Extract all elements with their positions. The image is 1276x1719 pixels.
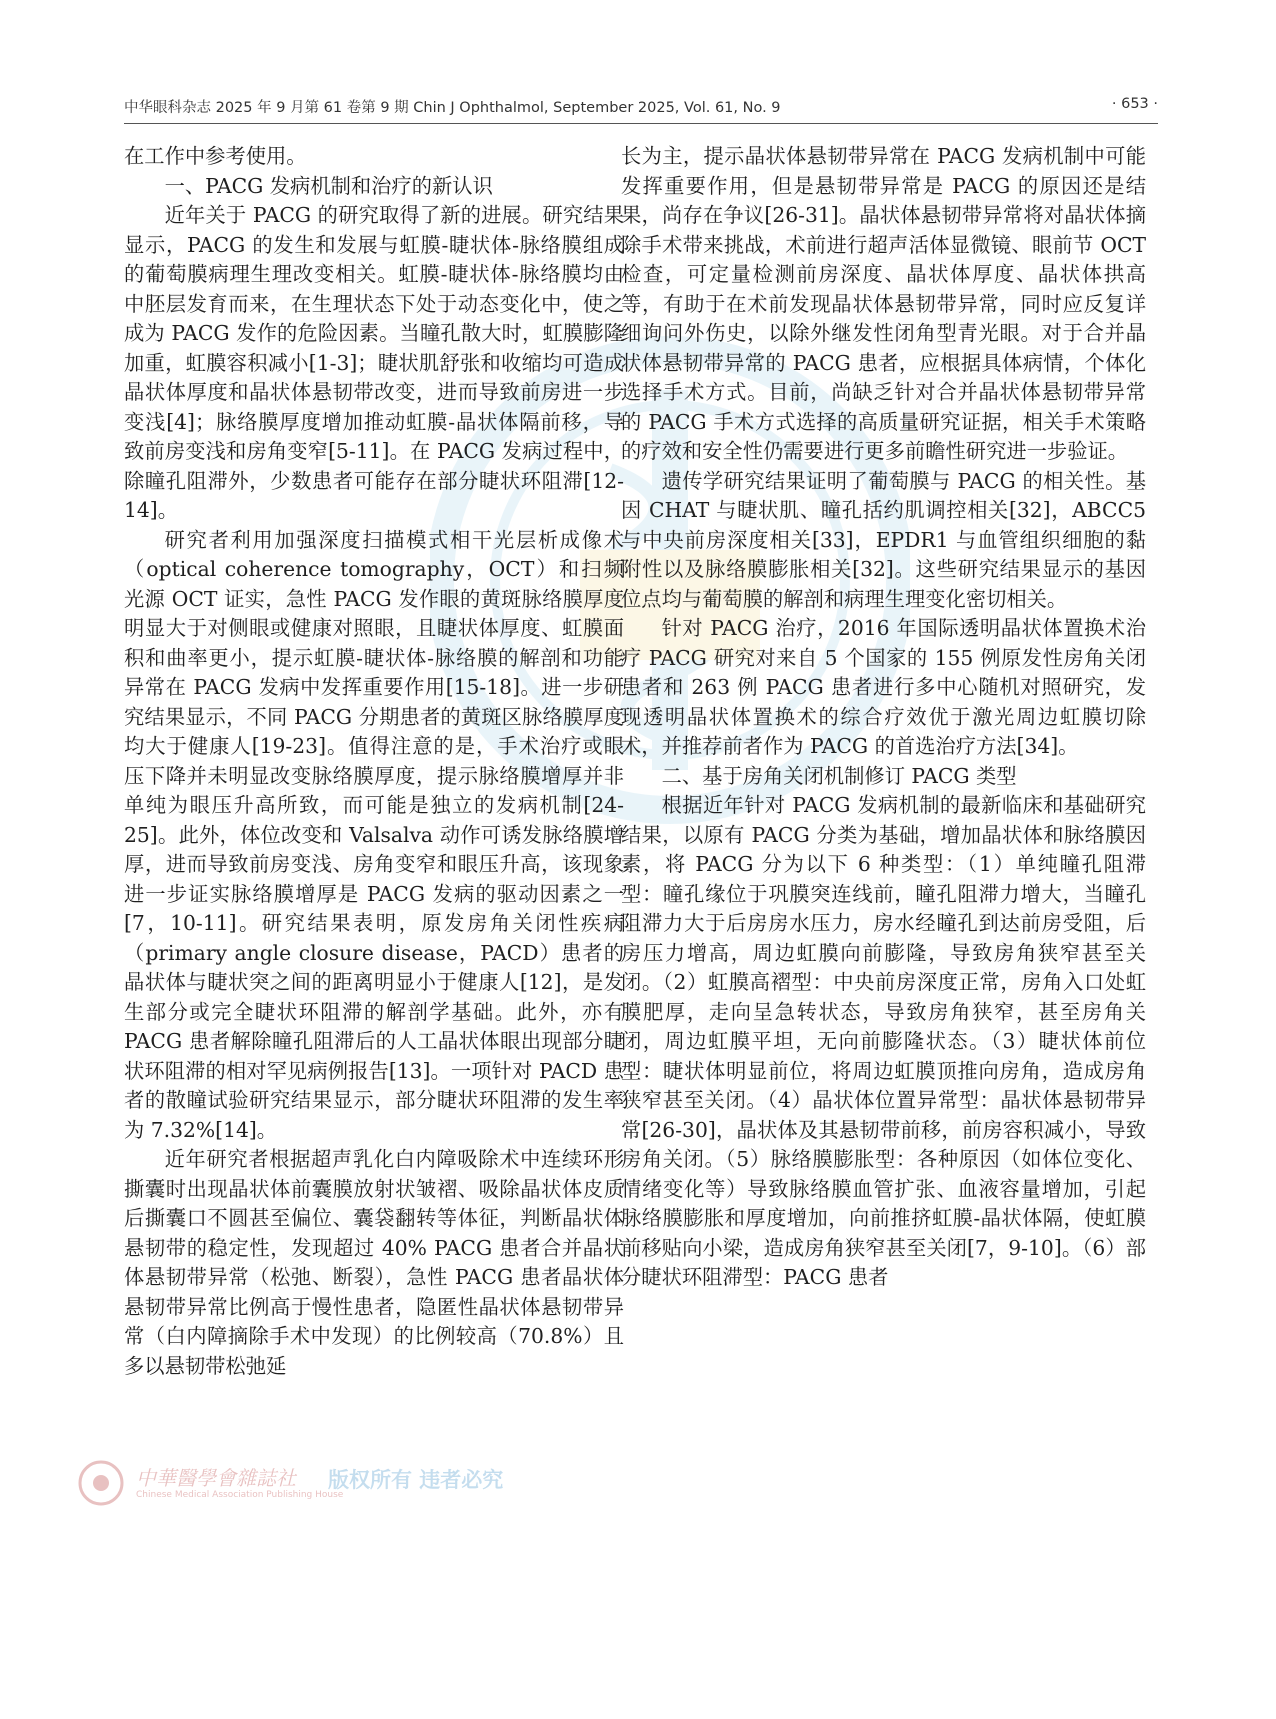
copyright-stamp: 版权所有 违者必究 <box>328 1468 504 1492</box>
left-column <box>124 142 624 1381</box>
paragraph: 在工作中参考使用。 <box>124 144 307 168</box>
right-column <box>621 142 1146 1293</box>
page-number: · 653 · <box>1111 96 1158 112</box>
publisher-name-en: Chinese Medical Association Publishing House <box>136 1490 344 1500</box>
paragraph: 遗传学研究结果证明了葡萄膜与 PACG 的相关性。基因 CHAT 与睫状肌、瞳孔括约肌调控相关[32]，ABCC5 与中央前房深度相关[33]，EPDR1 与血管组织细胞的黏附性以及脉络膜膨胀相关[32]。这些研究结果显示的基因位点均与葡萄膜的解剖和病理生理变化密切相关。 <box>621 468 1146 611</box>
paragraph: 根据近年针对 PACG 发病机制的最新临床和基础研究结果，以原有 PACG 分类为基础，增加晶状体和脉络膜因素，将 PACG 分为以下 6 种类型：（1）单纯瞳孔阻滞型：瞳孔缘位于巩膜突连线前，瞳孔阻滞力增大，当瞳孔阻滞力大于后房房水压力，房水经瞳孔到达前房受阻，后房压力增高，周边虹膜向前膨隆，导致房角狭窄甚至关闭。（2）虹膜高褶型：中央前房深度正常，房角入口处虹膜肥厚，走向呈急转状态，导致房角狭窄，甚至房角关闭，周边虹膜平坦，无向前膨隆状态。（3）睫状体前位型：睫状体明显前位，将周边虹膜顶推向房角，造成房角狭窄甚至关闭。（4）晶状体位置异常型：晶状体悬韧带异常[26-30]，晶状体及其悬韧带前移，前房容积减小，导致房角关闭。（5）脉络膜膨胀型：各种原因（如体位变化、情绪变化等）导致脉络膜血管扩张、血液容量增加，引起脉络膜膨胀和厚度增加，向前推挤虹膜-晶状体隔，使虹膜前移贴向小梁，造成房角狭窄甚至关闭[7，9-10]。（6）部分睫状环阻滞型：PACG 患者 <box>621 793 1146 1289</box>
paragraph: 研究者利用加强深度扫描模式相干光层析成像术（optical coherence tomography，OCT）和扫频光源 OCT 证实，急性 PACG 发作眼的黄斑脉络膜厚度明显大于对侧眼或健康对照眼，且睫状体厚度、虹膜面积和曲率更小，提示虹膜-睫状体-脉络膜的解剖和功能异常在 PACG 发病中发挥重要作用[15-18]。进一步研究结果显示，不同 PACG 分期患者的黄斑区脉络膜厚度均大于健康人[19-23]。值得注意的是，手术治疗或眼压下降并未明显改变脉络膜厚度，提示脉络膜增厚并非单纯为眼压升高所致，而可能是独立的发病机制[24-25]。此外，体位改变和 Valsalva 动作可诱发脉络膜增厚，进而导致前房变浅、房角变窄和眼压升高，该现象进一步证实脉络膜增厚是 PACG 发病的驱动因素之一[7，10-11]。研究结果表明，原发房角关闭性疾病（primary angle closure disease，PACD）患者的晶状体与睫状突之间的距离明显小于健康人[12]，是发生部分或完全睫状环阻滞的解剖学基础。此外，亦有 PACG 患者解除瞳孔阻滞后的人工晶状体眼出现部分睫状环阻滞的相对罕见病例报告[13]。一项针对 PACD 患者的散瞳试验研究结果显示，部分睫状环阻滞的发生率为 7.32%[14]。 <box>124 527 624 1142</box>
publisher-name: 中華醫學會雜誌社 <box>136 1466 296 1490</box>
paragraph: 针对 PACG 治疗，2016 年国际透明晶状体置换术治疗 PACG 研究对来自 5 个国家的 155 例原发性房角关闭患者和 263 例 PACG 患者进行多中心随机对照研究，发现透明晶状体置换术的综合疗效优于激光周边虹膜切除术，并推荐前者作为 PACG 的首选治疗方法[34]。 <box>621 616 1146 758</box>
paragraph: 近年研究者根据超声乳化白内障吸除术中连续环形撕囊时出现晶状体前囊膜放射状皱褶、吸除晶状体皮质后撕囊口不圆甚至偏位、囊袋翻转等体征，判断晶状体悬韧带的稳定性，发现超过 40% PACG 患者合并晶状体悬韧带异常（松弛、断裂），急性 PACG 患者晶状体悬韧带异常比例高于慢性患者，隐匿性晶状体悬韧带异常（白内障摘除手术中发现）的比例较高（70.8%）且多以悬韧带松弛延 <box>124 1147 624 1378</box>
publisher-logo-icon <box>78 1460 124 1506</box>
section-heading: 二、基于房角关闭机制修订 PACG 类型 <box>661 763 1017 788</box>
paragraph: 长为主，提示晶状体悬韧带异常在 PACG 发病机制中可能发挥重要作用，但是悬韧带异常是 PACG 的原因还是结果，尚存在争议[26-31]。晶状体悬韧带异常将对晶状体摘除手术带来挑战，术前进行超声活体显微镜、眼前节 OCT 检查，可定量检测前房深度、晶状体厚度、晶状体拱高等，有助于在术前发现晶状体悬韧带异常，同时应反复详细询问外伤史，以除外继发性闭角型青光眼。对于合并晶状体悬韧带异常的 PACG 患者，应根据具体病情，个体化选择手术方式。目前，尚缺乏针对合并晶状体悬韧带异常的 PACG 手术方式选择的高质量研究证据，相关手术策略的疗效和安全性仍需要进行更多前瞻性研究进一步验证。 <box>621 144 1146 463</box>
running-header <box>124 96 1158 120</box>
section-heading: 一、PACG 发病机制和治疗的新认识 <box>164 173 493 198</box>
journal-citation: 中华眼科杂志 2025 年 9 月第 61 卷第 9 期 Chin J Ophthalmol, September 2025, Vol. 61, No. 9 <box>124 100 781 116</box>
header-rule <box>124 123 1158 124</box>
paragraph: 近年关于 PACG 的研究取得了新的进展。研究结果显示，PACG 的发生和发展与虹膜-睫状体-脉络膜组成的葡萄膜病理生理改变相关。虹膜-睫状体-脉络膜均由中胚层发育而来，在生理状态下处于动态变化中，使之成为 PACG 发作的危险因素。当瞳孔散大时，虹膜膨隆加重，虹膜容积减小[1-3]；睫状肌舒张和收缩均可造成晶状体厚度和晶状体悬韧带改变，进而导致前房进一步变浅[4]；脉络膜厚度增加推动虹膜-晶状体隔前移，导致前房变浅和房角变窄[5-11]。在 PACG 发病过程中，除瞳孔阻滞外，少数患者可能存在部分睫状环阻滞[12-14]。 <box>124 203 624 522</box>
